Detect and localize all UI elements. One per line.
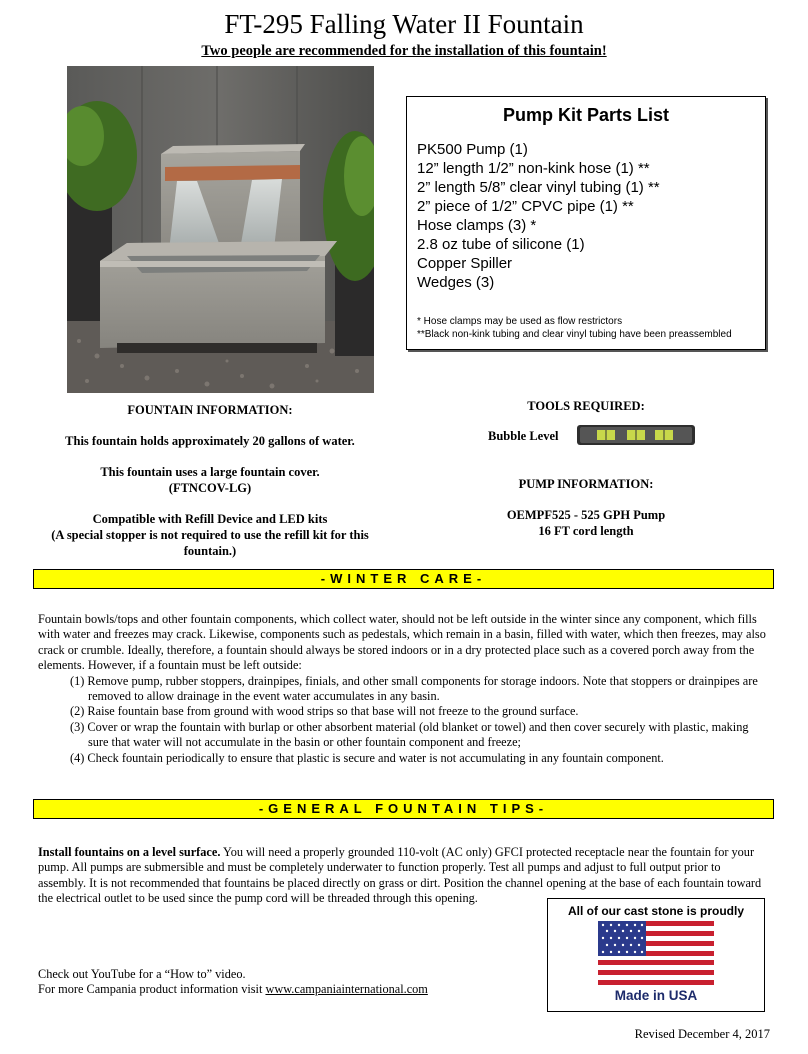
parts-note: **Black non-kink tubing and clear vinyl tubing have been preassembled — [417, 329, 732, 340]
winter-steps — [38, 674, 770, 766]
cord-length: 16 FT cord length — [538, 524, 634, 538]
tips-text: You will need a properly grounded 110-volt (AC only) GFCI protected receptacle near the fountain for your pump. All pumps are submersible and must be completely underwater to function properly. Test all pumps and adjust to full output prior to assembly. It is not recommended that fountains be placed directly on grass or dirt. Position the channel opening at the base of each fountain toward the electrical outlet to be used since the pump cord will be threaded through this opening. — [38, 845, 762, 906]
parts-list-heading: Pump Kit Parts List — [502, 105, 670, 125]
compat-note: (A special stopper is not required to use the refill kit for this fountain.) — [51, 528, 369, 558]
list-item: 2” piece of 1/2” CPVC pipe (1) ** — [417, 198, 634, 215]
badge-caption: All of our cast stone is proudly — [567, 904, 745, 918]
general-tips-banner: -GENERAL FOUNTAIN TIPS- — [33, 799, 774, 819]
capacity-text: This fountain holds approximately 20 gallons of water. — [65, 434, 355, 448]
campania-website-link[interactable]: www.campaniainternational.com — [265, 982, 428, 997]
winter-care-banner: -WINTER CARE- — [33, 569, 774, 589]
revised-date: Revised December 4, 2017 — [634, 1027, 770, 1041]
compat-text: Compatible with Refill Device and LED kits — [92, 512, 328, 526]
pump-model: OEMPF525 - 525 GPH Pump — [506, 508, 666, 522]
more-info-text: For more Campania product information visit — [38, 982, 266, 997]
bubble-level-label: Bubble Level — [488, 429, 559, 443]
cover-code: (FTNCOV-LG) — [168, 481, 252, 495]
list-item: (3) Cover or wrap the fountain with burlap or other absorbent material (old blanket or towel) and then cover securely with plastic, making sure that water will not accumulate in the basin or other fountain component and freeze; — [70, 719, 749, 750]
list-item: 12” length 1/2” non-kink hose (1) ** — [417, 160, 650, 177]
list-item: PK500 Pump (1) — [417, 141, 528, 158]
list-item: 2.8 oz tube of silicone (1) — [417, 236, 585, 253]
fountain-photo — [67, 66, 374, 393]
page-subtitle: Two people are recommended for the installation of this fountain! — [201, 43, 607, 59]
pump-kit-parts-list — [406, 96, 766, 350]
tips-lead: Install fountains on a level surface. — [38, 845, 221, 859]
parts-notes — [417, 315, 732, 341]
tools-heading: TOOLS REQUIRED: — [527, 399, 645, 413]
more-info — [38, 982, 518, 997]
tips-footer — [38, 967, 518, 998]
made-in-usa-badge — [547, 898, 765, 1012]
list-item: Wedges (3) — [417, 274, 495, 291]
pump-information — [460, 476, 712, 539]
list-item: Hose clamps (3) * — [417, 217, 537, 234]
us-flag-icon — [598, 921, 714, 985]
fountain-information — [40, 402, 380, 559]
fountain-info-heading: FOUNTAIN INFORMATION: — [127, 403, 293, 417]
list-item: (1) Remove pump, rubber stoppers, drainpipes, finials, and other small components for storage indoors. Note that stoppers or drainpipes are removed to allow drainage in the event water accumulates in any basin. — [70, 673, 758, 704]
page-title: FT-295 Falling Water II Fountain — [224, 9, 584, 39]
winter-intro: Fountain bowls/tops and other fountain components, which collect water, should not be left outside in the winter since any component, which fills with water and freezes may crack. Likewise, components such as pedestals, which remain in a basin, filled with water, which then freezes, may also crack or crumble. Ideally, therefore, a fountain should always be stored indoors or in a dry protected place such as a covered porch away from the elements. However, if a fountain must be left outside: — [38, 612, 766, 673]
pump-info-heading: PUMP INFORMATION: — [518, 477, 654, 491]
list-item: (2) Raise fountain base from ground with wood strips so that base will not freeze to the ground surface. — [70, 704, 579, 719]
made-in-usa-text: Made in USA — [614, 988, 698, 1003]
list-item: 2” length 5/8” clear vinyl tubing (1) ** — [417, 179, 660, 196]
cover-text: This fountain uses a large fountain cover. — [100, 465, 320, 479]
parts-note: * Hose clamps may be used as flow restrictors — [417, 316, 623, 327]
list-item: (4) Check fountain periodically to ensure that plastic is secure and water is not accumulating in any fountain component. — [70, 750, 664, 765]
winter-care-section — [38, 612, 770, 766]
youtube-note: Check out YouTube for a “How to” video. — [38, 967, 246, 981]
bubble-level-icon — [577, 423, 695, 447]
parts-list — [417, 140, 660, 292]
list-item: Copper Spiller — [417, 255, 513, 272]
